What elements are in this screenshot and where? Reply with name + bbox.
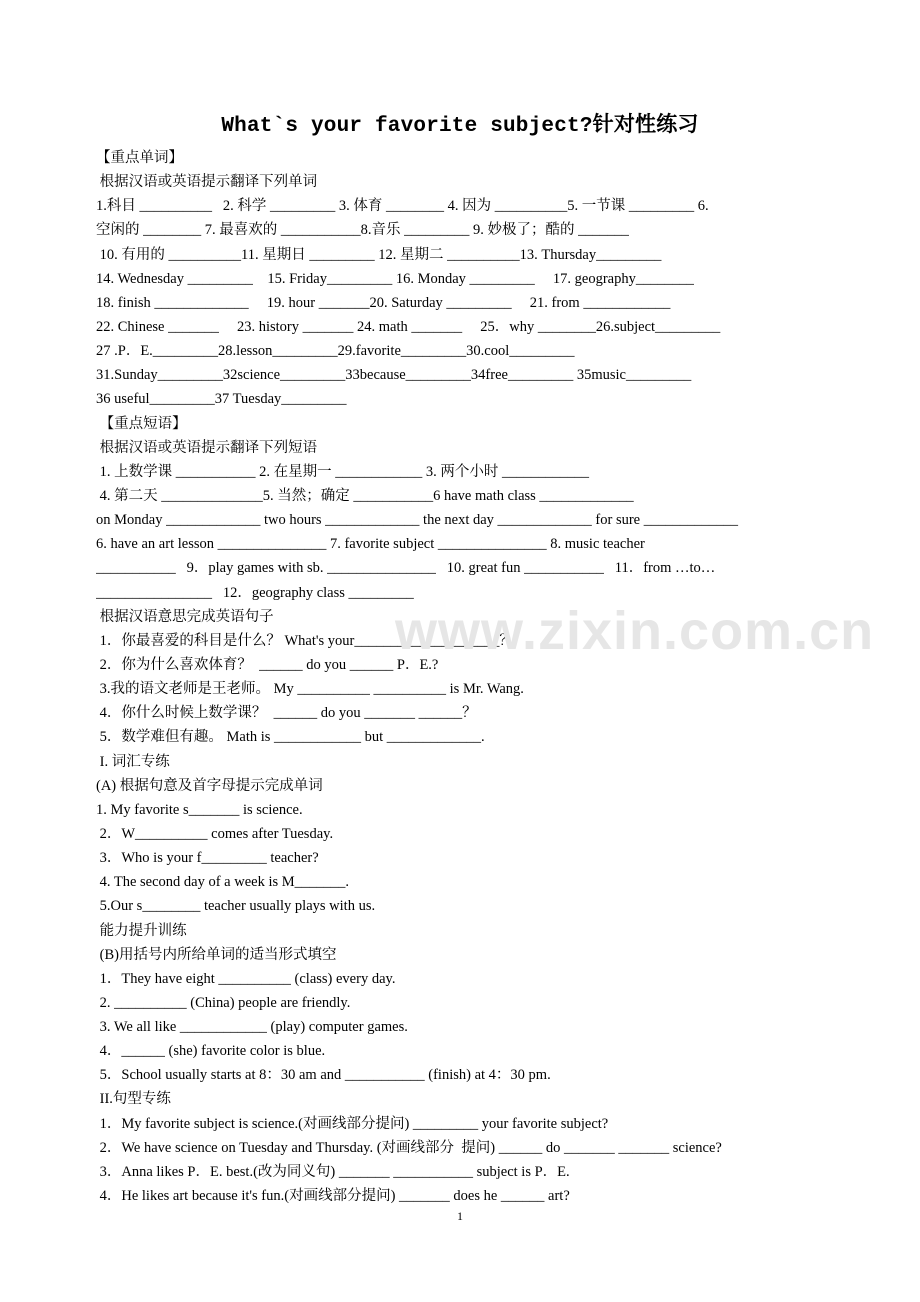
text-line: 【重点单词】	[96, 150, 183, 166]
text-line: 4. The second day of a week is M_______.	[96, 874, 350, 891]
text-line: 1．My favorite subject is science.(对画线部分提问) _________ your favorite subject?	[96, 1115, 609, 1132]
text-line: 1. 上数学课 ___________ 2. 在星期一 ____________ 3. 两个小时 ____________	[96, 463, 589, 480]
text-line: 2．We have science on Tuesday and Thursday. (对画线部分 提问) ______ do _______ _______ science?	[96, 1139, 722, 1156]
text-line: I. 词汇专练	[96, 753, 170, 770]
worksheet-body	[96, 146, 826, 1208]
text-line: 5．数学难但有趣。 Math is ____________ but _____________.	[96, 729, 485, 746]
text-line: 4. 第二天 ______________5. 当然；确定 ___________6 have math class _____________	[96, 487, 634, 504]
text-line: 31.Sunday_________32science_________33because_________34free_________ 35music_________	[96, 367, 692, 384]
text-line: 3. We all like ____________ (play) computer games.	[96, 1019, 408, 1036]
text-line: 2．你为什么喜欢体育？ ______ do you ______ P．E.?	[96, 656, 439, 673]
text-line: 10. 有用的 __________11. 星期日 _________ 12. 星期二 __________13. Thursday_________	[96, 246, 662, 263]
text-line: 1．你最喜爱的科目是什么？ What's your____________________？	[96, 632, 514, 649]
text-line: 能力提升训练	[96, 922, 187, 939]
text-line: 空闲的 ________ 7. 最喜欢的 ___________8.音乐 _________ 9. 妙极了；酷的 _______	[96, 222, 629, 239]
text-line: 3.我的语文老师是王老师。 My __________ __________ is Mr. Wang.	[96, 681, 524, 698]
text-line: 3．Who is your f_________ teacher?	[96, 850, 319, 867]
text-line: 4．______ (she) favorite color is blue.	[96, 1043, 326, 1060]
text-line: on Monday _____________ two hours _____________ the next day _____________ for sure _____________	[96, 512, 738, 529]
text-line: ________________ 12．geography class _________	[96, 584, 414, 601]
text-line: 5．School usually starts at 8：30 am and ___________ (finish) at 4：30 pm.	[96, 1067, 551, 1084]
text-line: 2. __________ (China) people are friendly.	[96, 994, 351, 1011]
text-line: 27 .P．E._________28.lesson_________29.favorite_________30.cool_________	[96, 343, 575, 360]
text-line: 36 useful_________37 Tuesday_________	[96, 391, 347, 408]
text-line: 5.Our s________ teacher usually plays with us.	[96, 898, 376, 915]
text-line: 14. Wednesday _________ 15. Friday_________ 16. Monday _________ 17. geography________	[96, 270, 694, 287]
watermark: www.zixin.com.cn	[395, 601, 875, 661]
text-line: 1.科目 __________ 2. 科学 _________ 3. 体育 ________ 4. 因为 __________5. 一节课 _________ 6.	[96, 198, 709, 215]
text-line: 1. My favorite s_______ is science.	[96, 801, 303, 818]
text-line: 6. have an art lesson _______________ 7. favorite subject _______________ 8. music teacher	[96, 536, 645, 553]
text-line: II.句型专练	[96, 1091, 171, 1108]
document-title: What`s your favorite subject?针对性练习	[221, 115, 699, 138]
text-line: ___________ 9．play games with sb. _______________ 10. great fun ___________ 11．from …to…	[96, 560, 716, 577]
text-line: 18. finish _____________ 19. hour _______20. Saturday _________ 21. from ____________	[96, 294, 671, 311]
text-line: 根据汉语或英语提示翻译下列短语	[96, 439, 318, 456]
text-line: 根据汉语意思完成英语句子	[96, 608, 274, 625]
text-line: 4．He likes art because it's fun.(对画线部分提问) _______ does he ______ art?	[96, 1188, 570, 1205]
text-line: 22. Chinese _______ 23. history _______ 24. math _______ 25．why ________26.subject_________	[96, 318, 721, 335]
text-line: 4．你什么时候上数学课？ ______ do you _______ ______？	[96, 705, 477, 722]
text-line: 【重点短语】	[96, 415, 187, 432]
text-line: 2．W__________ comes after Tuesday.	[96, 825, 334, 842]
text-line: 3．Anna likes P．E. best.(改为同义句) _______ ___________ subject is P．E.	[96, 1163, 570, 1180]
text-line: (A) 根据句意及首字母提示完成单词	[96, 777, 323, 794]
text-line: (B)用括号内所给单词的适当形式填空	[96, 946, 337, 963]
text-line: 根据汉语或英语提示翻译下列单词	[96, 174, 318, 191]
text-line: 1．They have eight __________ (class) every day.	[96, 970, 396, 987]
page-number: 1	[457, 1209, 463, 1223]
